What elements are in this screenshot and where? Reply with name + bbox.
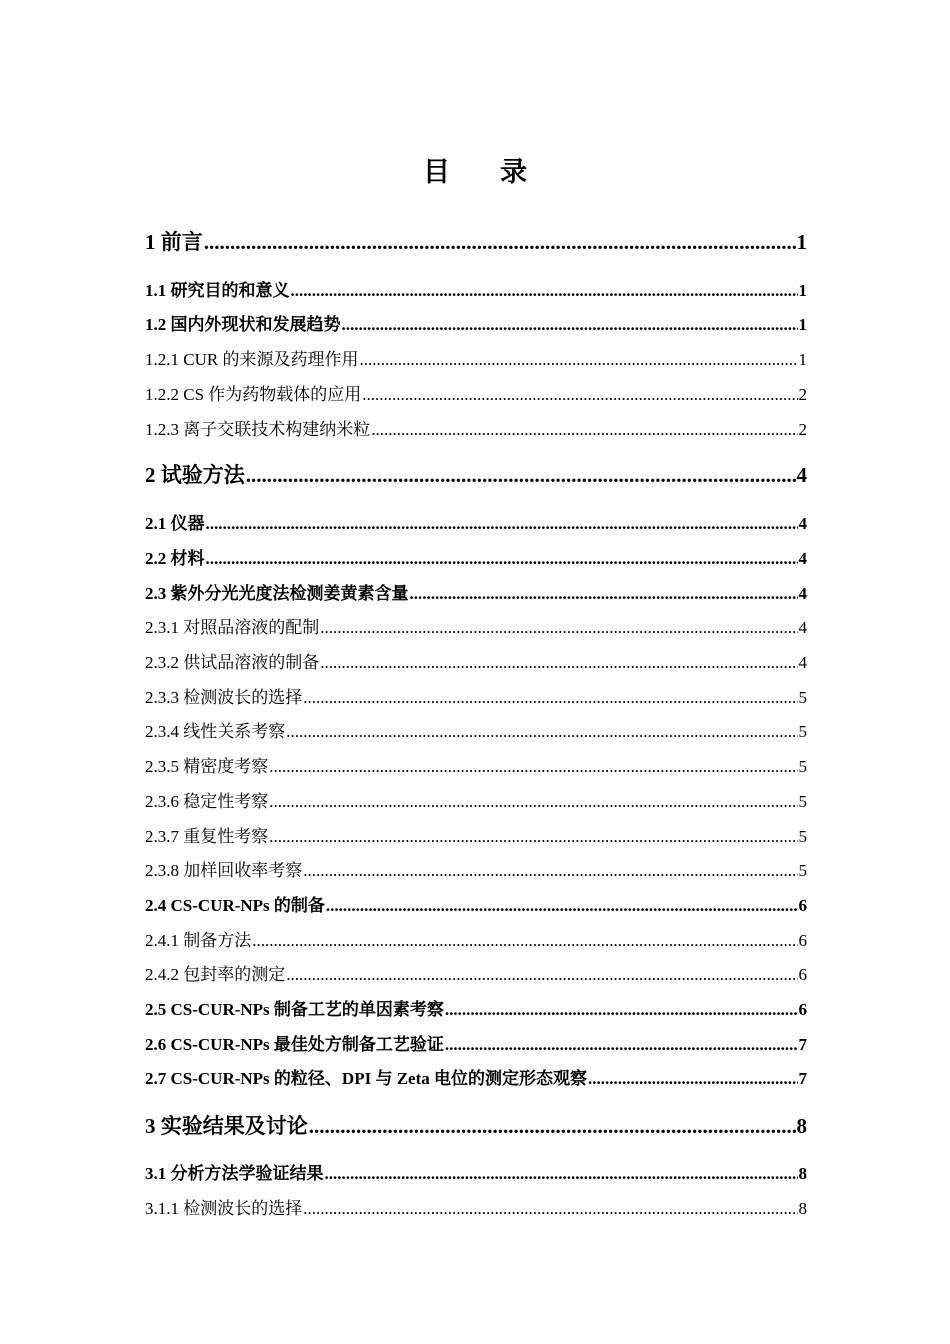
- toc-leader-dots: [445, 1036, 798, 1053]
- toc-entry-label: 2.4.2 包封率的测定: [145, 965, 286, 984]
- toc-leader-dots: [269, 758, 797, 775]
- toc-leader-dots: [252, 932, 797, 949]
- toc-entry[interactable]: [145, 1165, 807, 1182]
- toc-entry-page: 7: [798, 1069, 807, 1088]
- toc-entry-label: 1.2.2 CS 作为药物载体的应用: [145, 385, 362, 404]
- toc-entry-label: 2.6 CS-CUR-NPs 最佳处方制备工艺验证: [145, 1035, 444, 1054]
- toc-entry-page: 4: [798, 514, 807, 533]
- toc-leader-dots: [320, 619, 797, 636]
- toc-entry-label: 1.2.1 CUR 的来源及药理作用: [145, 350, 359, 369]
- toc-entry-label: 3 实验结果及讨论: [145, 1114, 308, 1138]
- toc-entry-label: 3.1 分析方法学验证结果: [145, 1164, 324, 1183]
- toc-entry-label: 2.3.8 加样回收率考察: [145, 861, 303, 880]
- toc-entry-page: 1: [798, 315, 807, 334]
- toc-entry[interactable]: [145, 316, 807, 333]
- toc-entry-page: 4: [798, 584, 807, 603]
- toc-entry-label: 2.3.5 精密度考察: [145, 757, 269, 776]
- toc-leader-dots: [286, 723, 797, 740]
- toc-entry[interactable]: [145, 828, 807, 845]
- toc-entry-page: 2: [798, 420, 807, 439]
- toc-leader-dots: [342, 316, 798, 333]
- toc-entry[interactable]: [145, 1200, 807, 1217]
- toc-entry-label: 2.3.4 线性关系考察: [145, 722, 286, 741]
- toc-leader-dots: [291, 282, 798, 299]
- toc-entry-label: 2.2 材料: [145, 549, 205, 568]
- toc-entry-label: 2 试验方法: [145, 463, 245, 487]
- toc-leader-dots: [206, 515, 798, 532]
- toc-leader-dots: [326, 897, 798, 914]
- toc-entry-label: 2.4 CS-CUR-NPs 的制备: [145, 896, 325, 915]
- toc-leader-dots: [206, 550, 798, 567]
- toc-entry-label: 2.4.1 制备方法: [145, 931, 252, 950]
- toc-entry[interactable]: [145, 585, 807, 602]
- toc-entry-page: 2: [798, 385, 807, 404]
- toc-leader-dots: [359, 351, 797, 368]
- toc-leader-dots: [320, 654, 797, 671]
- toc-entry-label: 2.3.3 检测波长的选择: [145, 688, 303, 707]
- toc-leader-dots: [588, 1070, 798, 1087]
- toc-entry[interactable]: [145, 232, 807, 253]
- toc-entry-label: 2.3.1 对照品溶液的配制: [145, 618, 320, 637]
- toc-entry[interactable]: [145, 897, 807, 914]
- toc-entry-label: 1.1 研究目的和意义: [145, 281, 290, 300]
- title-char-2: 录: [500, 157, 527, 187]
- toc-entry-page: 5: [798, 757, 807, 776]
- toc-entry[interactable]: [145, 1001, 807, 1018]
- toc-entry-label: 1.2.3 离子交联技术构建纳米粒: [145, 420, 371, 439]
- toc-entry-page: 8: [796, 1114, 807, 1138]
- toc-leader-dots: [269, 828, 797, 845]
- toc-leader-dots: [204, 232, 796, 253]
- toc-leader-dots: [325, 1165, 798, 1182]
- toc-entry-page: 7: [798, 1035, 807, 1054]
- toc-leader-dots: [269, 793, 797, 810]
- toc-leader-dots: [303, 1200, 797, 1217]
- title-char-1: 目: [423, 157, 450, 187]
- toc-leader-dots: [410, 585, 798, 602]
- toc-entry-label: 3.1.1 检测波长的选择: [145, 1199, 303, 1218]
- toc-entry-page: 6: [798, 1000, 807, 1019]
- toc-entry-page: 6: [798, 965, 807, 984]
- toc-entry[interactable]: [145, 515, 807, 532]
- toc-entry[interactable]: [145, 619, 807, 636]
- toc-entry-page: 8: [798, 1199, 807, 1218]
- toc-entry-label: 1 前言: [145, 230, 203, 254]
- toc-entry-page: 4: [796, 463, 807, 487]
- toc-leader-dots: [445, 1001, 798, 1018]
- toc-entry-label: 2.7 CS-CUR-NPs 的粒径、DPI 与 Zeta 电位的测定形态观察: [145, 1069, 587, 1088]
- toc-entry[interactable]: [145, 351, 807, 368]
- toc-entry-label: 2.3.7 重复性考察: [145, 827, 269, 846]
- toc-leader-dots: [303, 689, 797, 706]
- toc-entry-page: 6: [798, 896, 807, 915]
- toc-leader-dots: [246, 465, 796, 486]
- toc-entry-page: 4: [798, 653, 807, 672]
- toc-entry-page: 4: [798, 618, 807, 637]
- toc-entry[interactable]: [145, 793, 807, 810]
- toc-entry-label: 1.2 国内外现状和发展趋势: [145, 315, 341, 334]
- toc-entry-label: 2.1 仪器: [145, 514, 205, 533]
- toc-entry[interactable]: [145, 550, 807, 567]
- toc-entry[interactable]: [145, 758, 807, 775]
- toc-entry[interactable]: [145, 386, 807, 403]
- toc-entry-page: 8: [798, 1164, 807, 1183]
- toc-entry-page: 1: [796, 230, 807, 254]
- toc-entry[interactable]: [145, 966, 807, 983]
- toc-entry-label: 2.5 CS-CUR-NPs 制备工艺的单因素考察: [145, 1000, 444, 1019]
- toc-entry[interactable]: [145, 654, 807, 671]
- toc-entry[interactable]: [145, 465, 807, 486]
- toc-entry-page: 1: [798, 281, 807, 300]
- toc-entry-label: 2.3.2 供试品溶液的制备: [145, 653, 320, 672]
- toc-entry[interactable]: [145, 1036, 807, 1053]
- toc-entry-page: 4: [798, 549, 807, 568]
- page-title: [0, 150, 950, 189]
- toc-leader-dots: [303, 862, 797, 879]
- toc-entry[interactable]: [145, 723, 807, 740]
- toc-entry[interactable]: [145, 421, 807, 438]
- toc-entry[interactable]: [145, 1116, 807, 1137]
- toc-entry-page: 1: [798, 350, 807, 369]
- toc-entry-label: 2.3 紫外分光光度法检测姜黄素含量: [145, 584, 409, 603]
- toc-leader-dots: [309, 1116, 796, 1137]
- toc-entry[interactable]: [145, 689, 807, 706]
- toc-leader-dots: [371, 421, 797, 438]
- toc-entry[interactable]: [145, 932, 807, 949]
- toc-entry[interactable]: [145, 1070, 807, 1087]
- toc-leader-dots: [362, 386, 797, 403]
- toc-entry-page: 5: [798, 688, 807, 707]
- toc-leader-dots: [286, 966, 797, 983]
- toc-entry-page: 6: [798, 931, 807, 950]
- toc-entry[interactable]: [145, 862, 807, 879]
- toc-entry[interactable]: [145, 282, 807, 299]
- toc-entry-page: 5: [798, 861, 807, 880]
- toc-entry-label: 2.3.6 稳定性考察: [145, 792, 269, 811]
- toc-entry-page: 5: [798, 827, 807, 846]
- toc-entry-page: 5: [798, 722, 807, 741]
- toc-entry-page: 5: [798, 792, 807, 811]
